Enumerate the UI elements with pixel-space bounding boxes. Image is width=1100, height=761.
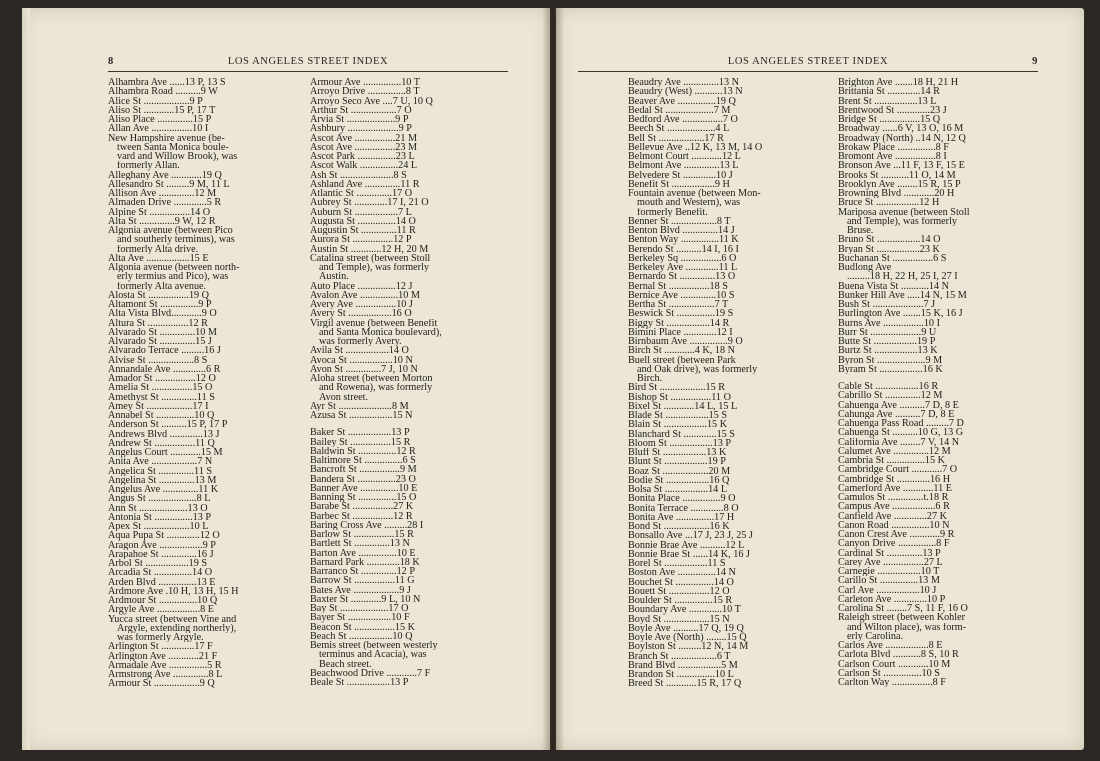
index-entry: Allison Ave ..............12 M bbox=[108, 189, 217, 199]
index-entry: Barabe St ................27 K bbox=[310, 502, 414, 512]
index-entry: Avery St .................16 O bbox=[310, 309, 412, 319]
index-entry: Biggy St .................14 R bbox=[628, 318, 730, 328]
index-entry: Bailey St ................15 R bbox=[310, 437, 411, 447]
index-entry: Carlson Court ............10 M bbox=[838, 659, 951, 669]
index-column bbox=[108, 78, 292, 689]
index-entry: Beach St .................10 Q bbox=[310, 631, 413, 641]
index-entry: Carnegie .................10 T bbox=[838, 567, 940, 577]
index-entry: Arthur St ..................7 O bbox=[310, 105, 412, 115]
index-entry: Altura St ................12 R bbox=[108, 318, 208, 328]
index-entry: Calumet Ave ..............12 M bbox=[838, 446, 951, 456]
index-entry: Bernice Ave ..............10 S bbox=[628, 290, 735, 300]
index-entry: Avalon Ave ...............10 M bbox=[310, 290, 420, 300]
index-entry: Bell St ..................17 R bbox=[628, 133, 724, 143]
running-title: LOS ANGELES STREET INDEX bbox=[727, 56, 889, 67]
index-entry: Birch. bbox=[637, 374, 663, 384]
index-entry: Bloom St .................13 P bbox=[628, 438, 732, 448]
index-entry: Butte St .................19 P bbox=[838, 337, 936, 347]
index-entry: Aliso St ............15 P, 17 T bbox=[108, 105, 216, 115]
index-entry: Beach street. bbox=[319, 659, 372, 669]
index-entry: Bixel St ............14 L, 15 L bbox=[628, 401, 738, 411]
index-entry: Campus Ave .................6 R bbox=[838, 502, 950, 512]
index-entry: Bimini Place .............12 I bbox=[628, 327, 733, 337]
index-entry: Allan Ave ................10 I bbox=[108, 124, 209, 134]
index-entry: Canon Crest Ave ............9 R bbox=[838, 530, 955, 540]
index-entry: Bayer St .................10 F bbox=[310, 613, 410, 623]
index-entry: Brittania St .............14 R bbox=[838, 87, 940, 97]
index-entry: and Wilton place), was form- bbox=[847, 622, 967, 632]
index-entry: Apex St ..................10 L bbox=[108, 522, 209, 532]
index-entry: Armour Ave ...............10 T bbox=[310, 78, 420, 88]
index-entry: Ascot Walk ...............24 L bbox=[310, 161, 418, 171]
index-entry: Berkeley Sq ................6 O bbox=[628, 253, 737, 263]
index-entry: Arroyo Drive ...............8 T bbox=[310, 87, 420, 97]
index-entry: Arvia St ...................9 P bbox=[310, 115, 409, 125]
index-entry: Amador St ................12 O bbox=[108, 374, 216, 384]
index-entry: Borel St .................11 S bbox=[628, 559, 726, 569]
index-entry: Argyle, extending northerly), bbox=[117, 623, 237, 633]
index-entry: Bouchet St ...............14 O bbox=[628, 577, 734, 587]
index-entry: Arroyo Seco Ave ....7 U, 10 Q bbox=[310, 96, 433, 106]
index-entry: Annandale Ave .............6 R bbox=[108, 364, 221, 374]
index-entry: terminus and Acacia), was bbox=[319, 650, 427, 660]
index-entry: Barlow St ................15 R bbox=[310, 530, 414, 540]
index-entry: Auburn St .................7 L bbox=[310, 207, 412, 217]
index-entry: Cabrillo St ..............12 M bbox=[838, 391, 943, 401]
index-entry: Arapahoe St ..............16 J bbox=[108, 549, 214, 559]
index-entry: Brentwood St .............23 J bbox=[838, 105, 947, 115]
index-entry: Camulos St ..............t.18 R bbox=[838, 493, 949, 503]
index-entry: Cambridge St .............16 H bbox=[838, 474, 951, 484]
index-entry: Ash St .....................8 S bbox=[310, 170, 407, 180]
index-entry: Bay St ...................17 O bbox=[310, 604, 409, 614]
index-entry: Burns Ave ................10 I bbox=[838, 318, 940, 328]
index-entry: Carlson St ...............10 S bbox=[838, 668, 940, 678]
index-entry: formerly Alta drive. bbox=[117, 244, 199, 254]
index-entry: Bird St ..................15 R bbox=[628, 383, 726, 393]
index-entry: Bernal St ................18 S bbox=[628, 281, 728, 291]
index-entry: Birch St ............4 K, 18 N bbox=[628, 346, 735, 356]
index-entry: Alta Vista Blvd............9 O bbox=[108, 309, 217, 319]
index-entry: vard and Willow Brook), was bbox=[117, 152, 238, 162]
index-entry: Buchanan St ................6 S bbox=[838, 253, 947, 263]
left-page-header bbox=[108, 56, 508, 72]
right-page-header bbox=[578, 56, 1038, 72]
index-entry: Azusa St .................15 N bbox=[310, 411, 413, 421]
index-entry: Bandera St ...............23 O bbox=[310, 474, 416, 484]
index-entry: Carey Ave ................27 L bbox=[838, 557, 943, 567]
header-rule bbox=[578, 71, 1038, 72]
index-entry: Baker St .................13 P bbox=[310, 428, 410, 438]
index-entry: .........18 H, 22 H, 25 I, 27 I bbox=[847, 272, 958, 282]
index-entry: Bodie St .................16 Q bbox=[628, 475, 730, 485]
index-entry: Camerford Ave ............11 E bbox=[838, 483, 953, 493]
index-entry: Cable St .................16 R bbox=[838, 382, 939, 392]
index-entry: Banning St ...............15 O bbox=[310, 493, 417, 503]
index-entry: Baltimore St ...............6 S bbox=[310, 456, 416, 466]
index-entry: Bedal St ...................7 M bbox=[628, 105, 731, 115]
index-entry: Canon Road ...............10 N bbox=[838, 520, 950, 530]
index-entry: Argyle Ave .................8 E bbox=[108, 605, 215, 615]
index-entry: Baldwin St ...............12 R bbox=[310, 446, 416, 456]
index-entry: Algonia avenue (between north- bbox=[108, 263, 240, 273]
index-entry: Ashbury ....................9 P bbox=[310, 124, 412, 134]
index-entry: Cambria St ...............15 K bbox=[838, 456, 945, 466]
index-entry: Algonia avenue (between Pico bbox=[108, 226, 233, 236]
index-entry: Brighton Ave .......18 H, 21 H bbox=[838, 78, 959, 88]
index-entry: Bunker Hill Ave .....14 N, 15 M bbox=[838, 290, 967, 300]
index-entry: Aloha street (between Morton bbox=[310, 374, 433, 384]
index-entry: Fountain avenue (between Mon- bbox=[628, 189, 761, 199]
index-entry: Amelia St ................15 O bbox=[108, 383, 213, 393]
index-entry: tween Santa Monica boule- bbox=[117, 142, 229, 152]
index-entry: Alvarado St ..............10 M bbox=[108, 327, 217, 337]
index-entry: Blade St .................15 S bbox=[628, 411, 728, 421]
index-entry: Angelus Ave ..............11 K bbox=[108, 485, 219, 495]
index-entry: Bonita Terrace .............8 O bbox=[628, 503, 739, 513]
index-entry: Catalina street (between Stoll bbox=[310, 253, 431, 263]
index-entry: Austin. bbox=[319, 272, 349, 282]
index-entry: Blain St .................15 K bbox=[628, 420, 728, 430]
index-entry: Beech St ...................4 L bbox=[628, 124, 730, 134]
index-entry: formerly Benefit. bbox=[637, 207, 708, 217]
index-entry: formerly Alta avenue. bbox=[117, 281, 207, 291]
index-entry: Breed St ............15 R, 17 Q bbox=[628, 679, 742, 689]
index-entry: Avery Ave ................10 J bbox=[310, 300, 413, 310]
index-entry: Aubrey St .............17 I, 21 O bbox=[310, 198, 429, 208]
index-entry: Byron St ...................9 M bbox=[838, 355, 943, 365]
index-entry: Carleton Ave .............10 P bbox=[838, 594, 946, 604]
index-entry: mouth and Western), was bbox=[637, 198, 741, 208]
index-entry: Brooklyn Ave ........15 R, 15 P bbox=[838, 179, 961, 189]
index-entry: Barranco St ..............12 P bbox=[310, 567, 415, 577]
index-entry: Ascot Ave ................21 M bbox=[310, 133, 418, 143]
index-entry: Angelus Court ............15 M bbox=[108, 448, 223, 458]
index-entry: New Hampshire avenue (be- bbox=[108, 133, 225, 143]
index-entry: Ascot Park ...............23 L bbox=[310, 152, 415, 162]
index-entry: Ashland Ave ..............11 R bbox=[310, 179, 420, 189]
index-entry: and Oak drive), was formerly bbox=[637, 364, 758, 374]
index-entry: Bruse. bbox=[847, 226, 874, 236]
index-entry: Ayr St .....................8 M bbox=[310, 401, 409, 411]
index-entry: Brokaw Place ...............8 F bbox=[838, 142, 949, 152]
index-entry: Burlington Ave .......15 K, 16 J bbox=[838, 309, 963, 319]
index-entry: Bertha St ..................7 T bbox=[628, 300, 729, 310]
index-entry: Armadale Ave ...............5 R bbox=[108, 660, 222, 670]
index-entry: Armour St ..................9 Q bbox=[108, 679, 215, 689]
index-entry: Brooks St ...........11 O, 14 M bbox=[838, 170, 956, 180]
index-entry: Ardmour St ...............10 Q bbox=[108, 596, 218, 606]
index-entry: Armstrong Ave ..............8 L bbox=[108, 670, 223, 680]
index-entry: Alta St ..............9 W, 12 R bbox=[108, 216, 216, 226]
index-entry: Bruce St .................12 H bbox=[838, 198, 940, 208]
index-entry: Bush St ....................7 J bbox=[838, 300, 936, 310]
index-entry: Barton Ave ...............10 E bbox=[310, 548, 416, 558]
index-entry: formerly Allan. bbox=[117, 161, 180, 171]
index-entry: Beswick St ...............19 S bbox=[628, 309, 734, 319]
index-entry: Avila St .................14 O bbox=[310, 346, 409, 356]
index-entry: Burtz St .................13 K bbox=[838, 346, 938, 356]
index-entry: Beachwood Drive ............7 F bbox=[310, 668, 431, 678]
index-entry: Bond St ..................16 K bbox=[628, 522, 730, 532]
index-entry: Bolsa St .................14 L bbox=[628, 485, 728, 495]
index-entry: Austin St ............12 H, 20 M bbox=[310, 244, 429, 254]
index-entry: Beaver Ave ...............19 Q bbox=[628, 96, 736, 106]
index-entry: Carolina St ........7 S, 11 F, 16 O bbox=[838, 604, 968, 614]
index-entry: Boyle Ave (North) ........15 Q bbox=[628, 633, 747, 643]
index-entry: Bonnie Brae St ......14 K, 16 J bbox=[628, 549, 750, 559]
index-entry: and Temple), was formerly bbox=[319, 263, 429, 273]
index-entry: Cahuenga Pass Road .........7 D bbox=[838, 419, 964, 429]
index-entry: Angelica St ..............11 S bbox=[108, 466, 213, 476]
index-entry: and Rowena), was formerly bbox=[319, 383, 433, 393]
index-entry: Bonita Ave ...............17 H bbox=[628, 512, 735, 522]
index-entry: erly termius and Pico), was bbox=[117, 272, 229, 282]
index-entry: Amethyst St ..............11 S bbox=[108, 392, 215, 402]
index-entry: Annabel St ...............10 Q bbox=[108, 411, 215, 421]
index-entry: Bonsallo Ave ...17 J, 23 J, 25 J bbox=[628, 531, 753, 541]
page-number: 9 bbox=[1032, 56, 1038, 67]
index-entry: Beaudry Ave ..............13 N bbox=[628, 78, 740, 88]
index-entry: Broadway ......6 V, 13 O, 16 M bbox=[838, 124, 964, 134]
header-rule bbox=[108, 71, 508, 72]
index-entry: Cahuenga Ave ..........7 D, 8 E bbox=[838, 400, 959, 410]
index-entry: Blanchard St .............15 S bbox=[628, 429, 735, 439]
index-entry: Bernardo St ..............13 O bbox=[628, 272, 736, 282]
index-entry: Beacon St ................15 K bbox=[310, 622, 415, 632]
index-entry: Alhambra Ave ......13 P, 13 S bbox=[108, 78, 226, 88]
index-entry: Boundary Ave .............10 T bbox=[628, 605, 741, 615]
index-entry: Belvedere St .............10 J bbox=[628, 170, 733, 180]
index-entry: Carlos Ave .................8 E bbox=[838, 641, 943, 651]
index-entry: Beaudry (West) ...........13 N bbox=[628, 87, 743, 97]
index-entry: Branch St ..................6 T bbox=[628, 651, 731, 661]
index-entry: Boylston St .........12 N, 14 M bbox=[628, 642, 749, 652]
index-entry: Byram St .................16 K bbox=[838, 364, 943, 374]
index-entry: Boston Ave ...............14 N bbox=[628, 568, 736, 578]
index-entry: Andrew St ................11 Q bbox=[108, 438, 215, 448]
index-entry: Alta Ave .................15 E bbox=[108, 253, 209, 263]
index-entry: Boyd St ..................15 N bbox=[628, 614, 730, 624]
index-entry: Barrow St ................11 G bbox=[310, 576, 415, 586]
index-entry: Bryan St .................23 K bbox=[838, 244, 940, 254]
index-entry: Bishop St ................11 O bbox=[628, 392, 731, 402]
index-entry: Arlington St .............17 F bbox=[108, 642, 213, 652]
index-entry: Aragon Ave .................9 P bbox=[108, 540, 216, 550]
index-entry: Bouett St ................12 O bbox=[628, 586, 730, 596]
index-entry: Antonia St ...............13 P bbox=[108, 512, 212, 522]
index-entry: Bronson Ave ...11 F, 13 F, 15 E bbox=[838, 161, 965, 171]
index-entry: Boaz St ..................20 M bbox=[628, 466, 731, 476]
index-entry: Bartlett St ..............13 N bbox=[310, 539, 410, 549]
index-entry: Bancroft St ................9 M bbox=[310, 465, 417, 475]
index-entry: Blunt St .................19 P bbox=[628, 457, 726, 467]
book-spread bbox=[22, 8, 1084, 750]
index-entry: Anderson St ..........15 P, 17 P bbox=[108, 420, 228, 430]
index-entry: Raleigh street (between Kohler bbox=[838, 613, 966, 623]
index-entry: was formerly Argyle. bbox=[117, 633, 204, 643]
index-entry: Alosta St ................19 Q bbox=[108, 290, 210, 300]
left-page bbox=[22, 8, 550, 750]
index-entry: Alpine St ................14 O bbox=[108, 207, 211, 217]
index-entry: Arlington Ave ............21 F bbox=[108, 651, 218, 661]
index-column bbox=[838, 78, 1022, 687]
index-entry: Almaden Drive .............5 R bbox=[108, 198, 222, 208]
index-entry: Carlota Blvd ...........8 S, 10 R bbox=[838, 650, 959, 660]
index-entry: Bluff St .................13 K bbox=[628, 448, 727, 458]
page-edge bbox=[22, 8, 30, 750]
index-entry bbox=[838, 374, 1022, 382]
index-entry: Arden Blvd ...............13 E bbox=[108, 577, 216, 587]
index-entry: Avon St ..............7 J, 10 N bbox=[310, 364, 418, 374]
index-entry: and southerly terminus), was bbox=[117, 235, 235, 245]
index-entry: Berendo St ..........14 I, 16 I bbox=[628, 244, 739, 254]
index-entry: Augusta St ...............14 O bbox=[310, 216, 416, 226]
index-entry: Buell street (between Park bbox=[628, 355, 736, 365]
index-entry: Alice St ..................9 P bbox=[108, 96, 203, 106]
index-entry: Canfield Ave .............27 K bbox=[838, 511, 948, 521]
page-number: 8 bbox=[108, 56, 114, 67]
index-entry: Angelina St ..............13 M bbox=[108, 475, 217, 485]
index-entry bbox=[310, 420, 494, 428]
index-entry: Burr St ....................9 U bbox=[838, 327, 937, 337]
index-entry: Belmont Court ............12 L bbox=[628, 152, 741, 162]
index-entry: Cahuenga St ..........10 G, 13 G bbox=[838, 428, 964, 438]
book-gutter bbox=[542, 8, 564, 750]
index-entry: Mariposa avenue (between Stoll bbox=[838, 207, 970, 217]
index-entry: Bellevue Ave ..12 K, 13 M, 14 O bbox=[628, 142, 763, 152]
index-entry: Carl Ave .................10 J bbox=[838, 585, 937, 595]
index-entry: Augustin St ..............11 R bbox=[310, 226, 416, 236]
index-entry: Beale St .................13 P bbox=[310, 678, 409, 688]
index-entry: erly Carolina. bbox=[847, 631, 904, 641]
index-entry: Anita Ave ..................7 N bbox=[108, 457, 213, 467]
index-entry: Banner Ave ...............10 E bbox=[310, 483, 418, 493]
index-entry: Atlantic St ..............17 O bbox=[310, 189, 413, 199]
index-entry: was formerly Avery. bbox=[319, 337, 402, 347]
index-entry: Birnbaum Ave ...............9 O bbox=[628, 337, 743, 347]
index-entry: Arcadia St ...............14 O bbox=[108, 568, 213, 578]
index-entry: Bonita Place ...............9 O bbox=[628, 494, 736, 504]
index-entry: and Santa Monica boulevard), bbox=[319, 327, 442, 337]
index-entry: and Temple), was formerly bbox=[847, 216, 957, 226]
index-entry: Ann St ...................13 O bbox=[108, 503, 208, 513]
index-entry: Angus St ...................8 L bbox=[108, 494, 211, 504]
index-entry: Canyon Drive ...............8 F bbox=[838, 539, 950, 549]
index-entry: Alvarado Terrace .........16 J bbox=[108, 346, 221, 356]
index-entry: Cahunga Ave ..........7 D, 8 E bbox=[838, 409, 955, 419]
index-entry: Amey St ..................17 I bbox=[108, 401, 209, 411]
index-entry: Alhambra Road ..........9 W bbox=[108, 87, 218, 97]
index-entry: Baxter St ............9 L, 10 N bbox=[310, 594, 421, 604]
index-entry: Benton Way ...............11 K bbox=[628, 235, 739, 245]
index-entry: Bonnie Brae Ave ..........12 L bbox=[628, 540, 745, 550]
index-entry: Arbol St .................19 S bbox=[108, 559, 208, 569]
index-entry: Cardinal St ..............13 P bbox=[838, 548, 941, 558]
index-entry: Avoca St .................10 N bbox=[310, 355, 413, 365]
index-entry: Boyle Ave ..........17 Q, 19 Q bbox=[628, 623, 744, 633]
index-entry: Brandon St ...............10 L bbox=[628, 670, 734, 680]
index-entry: Boulder St ...............15 R bbox=[628, 596, 733, 606]
index-entry: Buena Vista St ...........14 N bbox=[838, 281, 949, 291]
index-entry: Berkeley Ave .............11 L bbox=[628, 263, 738, 273]
index-entry: Benefit St .................9 H bbox=[628, 179, 730, 189]
index-entry: Virgil avenue (between Benefit bbox=[310, 318, 438, 328]
index-entry: Cambridge Court ............7 O bbox=[838, 465, 958, 475]
index-entry: Baring Cross Ave .........28 I bbox=[310, 520, 424, 530]
index-entry: Carlton Way ................8 F bbox=[838, 678, 946, 688]
index-entry: Yucca street (between Vine and bbox=[108, 614, 237, 624]
index-entry: Aurora St ................12 P bbox=[310, 235, 412, 245]
index-entry: Bates Ave ..................9 J bbox=[310, 585, 411, 595]
index-entry: Browning Blvd ............20 H bbox=[838, 189, 955, 199]
index-entry: Brent St .................13 L bbox=[838, 96, 937, 106]
index-entry: Bridge St ................15 Q bbox=[838, 115, 941, 125]
index-entry: Aqua Pupa St .............12 O bbox=[108, 531, 220, 541]
index-entry: Auto Place ...............12 J bbox=[310, 281, 413, 291]
index-entry: Barnard Park .............18 K bbox=[310, 557, 420, 567]
index-entry: Alvise St ..................8 S bbox=[108, 355, 208, 365]
index-entry: Benner St ..................8 T bbox=[628, 216, 731, 226]
index-entry: Belmont Ave ..............13 L bbox=[628, 161, 739, 171]
index-entry: Budlong Ave bbox=[838, 263, 892, 273]
index-entry: Alleghany Ave ............19 Q bbox=[108, 170, 222, 180]
index-entry: Avon street. bbox=[319, 392, 369, 402]
index-entry: Aliso Place ..............15 P bbox=[108, 115, 212, 125]
index-column bbox=[310, 78, 494, 687]
index-entry: Benton Blvd ..............14 J bbox=[628, 226, 735, 236]
index-entry: Bromont Ave ................8 I bbox=[838, 152, 947, 162]
index-entry: Bruno St .................14 O bbox=[838, 235, 941, 245]
index-entry: Ascot Ave ................23 M bbox=[310, 142, 418, 152]
index-column bbox=[628, 78, 812, 689]
index-entry: California Ave ........7 V, 14 N bbox=[838, 437, 960, 447]
index-entry: Bemis street (between westerly bbox=[310, 641, 438, 651]
index-entry: Altamont St ...............9 P bbox=[108, 300, 212, 310]
index-entry: Ardmore Ave .10 H, 13 H, 15 H bbox=[108, 586, 239, 596]
index-entry: Brand Blvd .................5 M bbox=[628, 660, 738, 670]
index-entry: Andrews Blvd .............13 J bbox=[108, 429, 220, 439]
index-entry: Carillo St ...............13 M bbox=[838, 576, 940, 586]
index-entry: Broadway (North) ..14 N, 12 Q bbox=[838, 133, 966, 143]
index-entry: Allesandro St .........9 M, 11 L bbox=[108, 179, 230, 189]
right-page bbox=[556, 8, 1084, 750]
index-entry: Bedford Ave ................7 O bbox=[628, 115, 738, 125]
index-entry: Barbec St ................12 R bbox=[310, 511, 413, 521]
index-entry: Alvarado St ..............15 J bbox=[108, 337, 212, 347]
running-title: LOS ANGELES STREET INDEX bbox=[227, 56, 389, 67]
